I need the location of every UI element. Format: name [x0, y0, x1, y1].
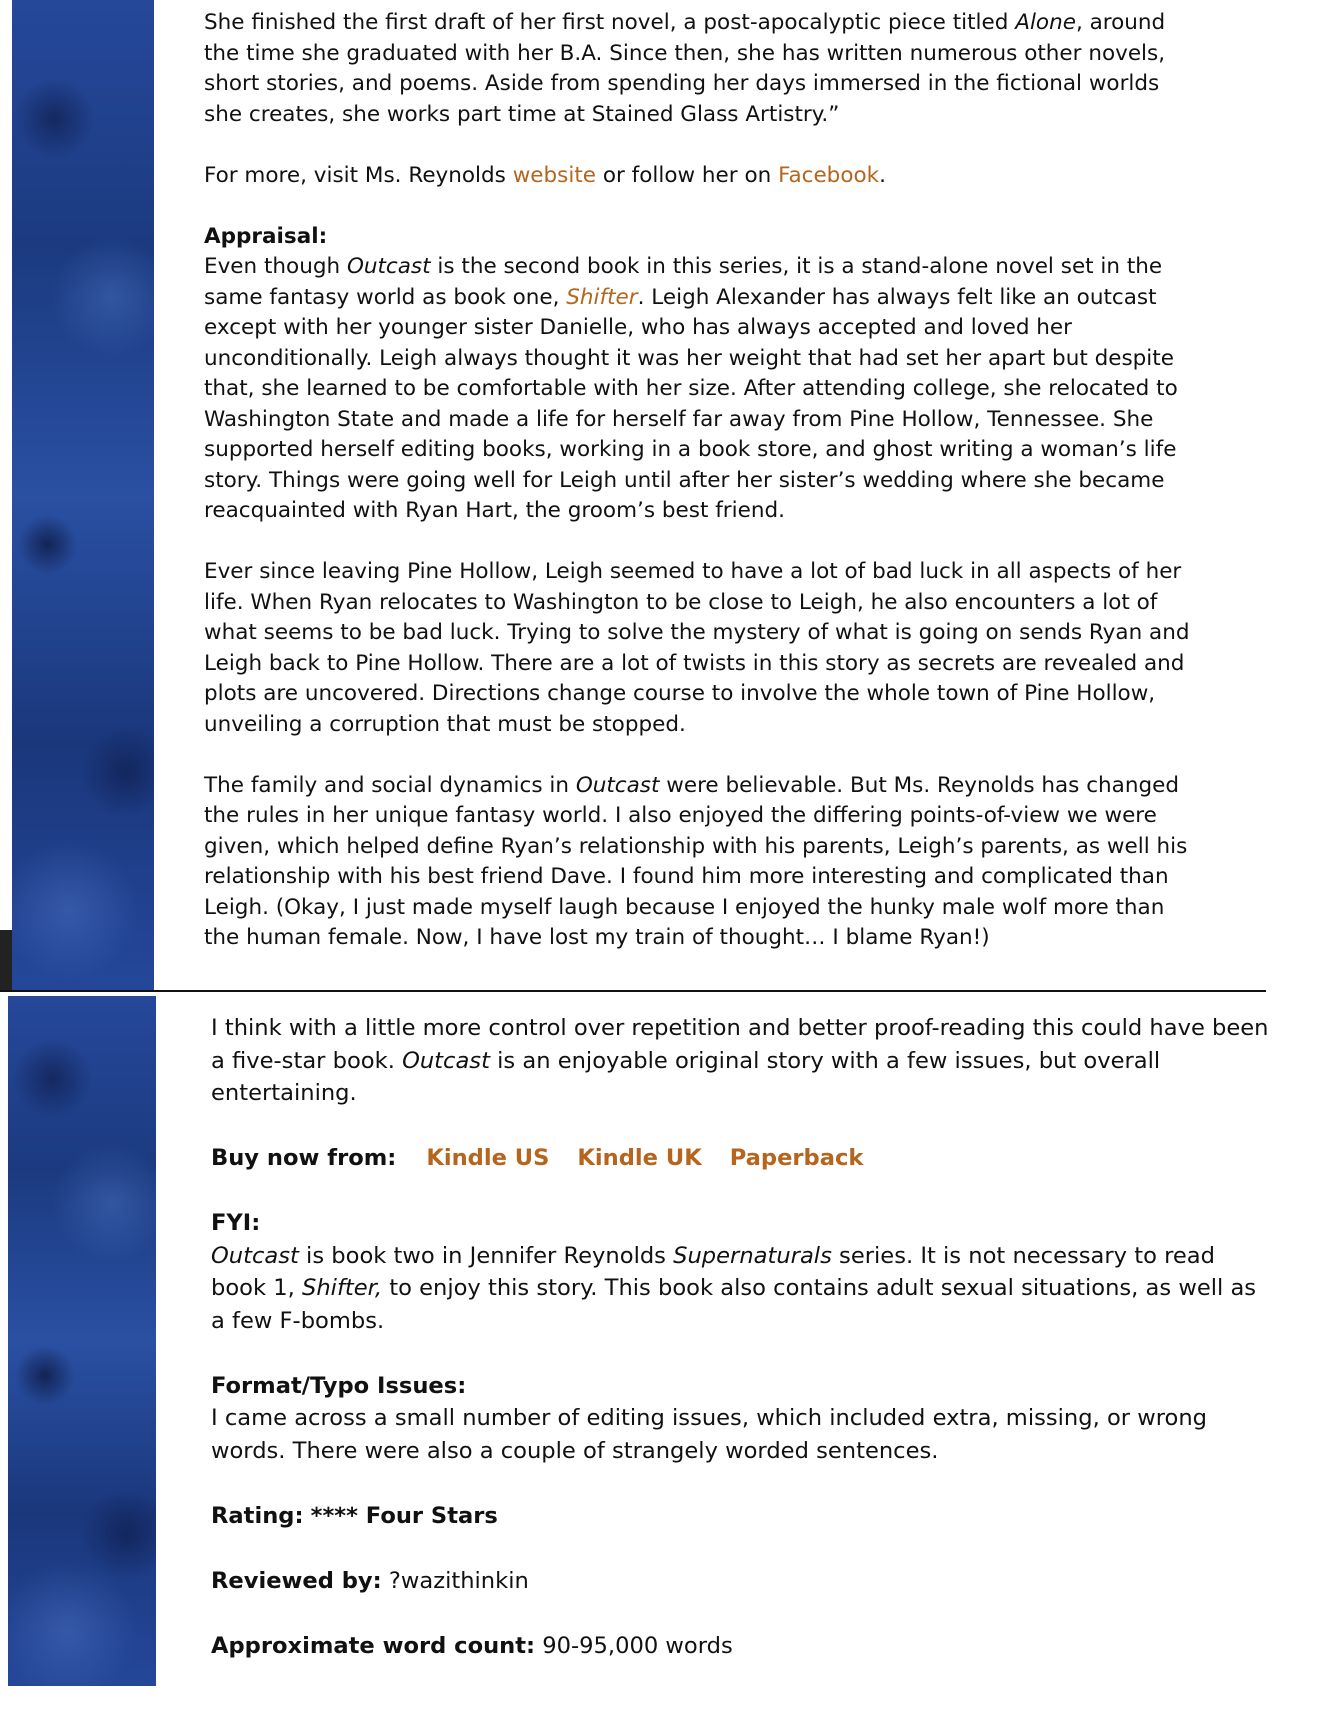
bio-text: She finished the first draft of her first novel, a post-apocalyptic piece titled	[204, 10, 1016, 35]
book-title-outcast: Outcast	[402, 1047, 490, 1074]
sidebar-texture-bottom	[8, 996, 156, 1686]
reviewer-name: ?wazithinkin	[388, 1567, 529, 1594]
word-count-label: Approximate word count:	[211, 1632, 536, 1659]
website-link[interactable]: website	[512, 162, 597, 188]
rating-value: **** Four Stars	[310, 1502, 498, 1529]
review-section-bottom	[211, 1012, 1271, 1695]
facebook-link[interactable]: Facebook	[778, 162, 880, 188]
reviewer-label: Reviewed by:	[211, 1567, 382, 1594]
paperback-link[interactable]: Paperback	[729, 1145, 864, 1171]
book-title-outcast: Outcast	[211, 1242, 299, 1269]
bio-text: , around the time she graduated with her B.A. Since then, she has written numerous other novels, short stories, and poems. Aside from spending her days immersed in the fictional worlds she creates, she works part time at Stained Glass Artistry.”	[204, 10, 1166, 127]
appraisal-text: The family and social dynamics in	[204, 772, 576, 798]
rating-line	[211, 1500, 1271, 1533]
more-info-text: or follow her on	[596, 162, 779, 188]
screenshot-divider	[0, 990, 1266, 992]
kindle-us-link[interactable]: Kindle US	[426, 1145, 550, 1171]
fyi-text: is book two in Jennifer Reynolds	[298, 1242, 674, 1269]
book-title-outcast: Outcast	[346, 254, 431, 279]
shifter-link[interactable]: Shifter	[566, 284, 638, 310]
fyi-heading: FYI:	[211, 1210, 261, 1236]
series-title: Supernaturals	[673, 1242, 832, 1269]
appraisal-text: is the second book in this series, it is a stand-alone novel set in the same fantasy world as book one,	[204, 254, 1163, 310]
appraisal-text: were believable. But Ms. Reynolds has changed the rules in her unique fantasy world. I also enjoyed the differing points-of-view we were given, which helped define Ryan’s relationship with his parents, Leigh’s parents, as well his relationship with his best friend Dave. I found him more interesting and complicated than Leigh. (Okay, I just made myself laugh because I enjoyed the hunky male wolf more than the human female. Now, I have lost my train of thought… I blame Ryan!)	[204, 772, 1188, 950]
buy-now-row	[211, 1142, 1271, 1175]
book-title-shifter: Shifter,	[302, 1275, 383, 1301]
sidebar-texture-top	[12, 0, 154, 990]
review-section-top	[204, 8, 1204, 954]
more-info-paragraph	[204, 161, 1204, 192]
format-issues-heading: Format/Typo Issues:	[211, 1372, 467, 1399]
appraisal-text: I think with a little more control over repetition and better proof-reading this could have been a five-star book.	[211, 1015, 1269, 1074]
appraisal-text: is an enjoyable original story with a few issues, but overall entertaining.	[211, 1047, 1161, 1106]
kindle-uk-link[interactable]: Kindle UK	[577, 1145, 702, 1171]
book-title-alone: Alone	[1015, 10, 1076, 35]
book-title-outcast: Outcast	[575, 772, 660, 798]
fyi-text: to enjoy this story. This book also contains adult sexual situations, as well as a few F-bombs.	[211, 1275, 1257, 1334]
scroll-edge	[0, 930, 12, 990]
fyi-paragraph	[211, 1207, 1271, 1337]
format-issues-paragraph	[211, 1370, 1271, 1468]
fyi-text: series. It is not necessary to read book 1,	[211, 1242, 1215, 1301]
appraisal-paragraph-2: Ever since leaving Pine Hollow, Leigh seemed to have a lot of bad luck in all aspects of her life. When Ryan relocates to Washington to be close to Leigh, he also encounters a lot of what seems to be bad luck. Trying to solve the mystery of what is going on sends Ryan and Leigh back to Pine Hollow. There are a lot of twists in this story as secrets are revealed and plots are uncovered. Directions change course to involve the whole town of Pine Hollow, unveiling a corruption that must be stopped.	[204, 559, 1190, 737]
more-info-text: .	[879, 162, 886, 188]
word-count-value: 90-95,000 words	[542, 1632, 733, 1659]
buy-now-label: Buy now from:	[211, 1145, 397, 1171]
rating-label: Rating:	[211, 1502, 304, 1529]
format-issues-text: I came across a small number of editing issues, which included extra, missing, or wrong words. There were also a couple of strangely worded sentences.	[211, 1405, 1207, 1464]
appraisal-paragraph-1	[204, 222, 1204, 527]
reviewer-line	[211, 1565, 1271, 1598]
appraisal-paragraph-3	[204, 771, 1204, 954]
appraisal-text: . Leigh Alexander has always felt like an outcast except with her younger sister Danielle, who has always accepted and loved her unconditionally. Leigh always thought it was her weight that had set her apart but despite that, she learned to be comfortable with her size. After attending college, she relocated to Washington State and made a life for herself far away from Pine Hollow, Tennessee. She supported herself editing books, working in a book store, and ghost writing a woman’s life story. Things were going well for Leigh until after her sister’s wedding where she became reacquainted with Ryan Hart, the groom’s best friend.	[204, 284, 1178, 523]
word-count-line	[211, 1630, 1271, 1663]
author-bio-paragraph	[204, 8, 1204, 130]
appraisal-paragraph-4	[211, 1012, 1271, 1110]
appraisal-heading: Appraisal:	[204, 223, 328, 249]
appraisal-text: Even though	[204, 254, 347, 279]
more-info-text: For more, visit Ms. Reynolds	[204, 162, 513, 188]
